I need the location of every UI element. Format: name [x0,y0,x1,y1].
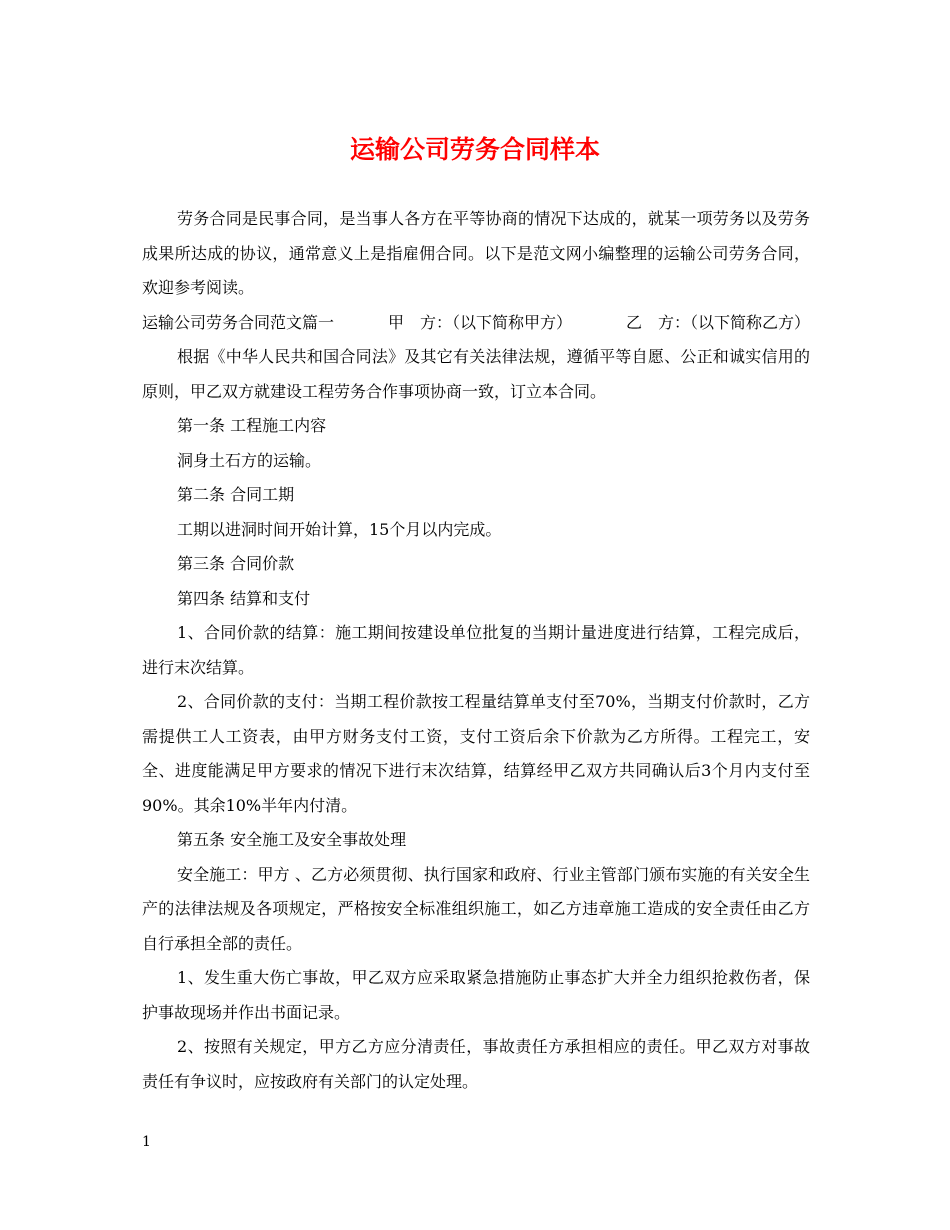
article-3-heading: 第三条 合同价款 [177,554,295,573]
article-1-content: 洞身土石方的运输。 [177,450,322,470]
contract-parties-line [142,306,810,341]
preamble-paragraph: 根据《中华人民共和国合同法》及其它有关法律法规，遵循平等自愿、公正和诚实信用的原则，甲乙双方就建设工程劳务合作事项协商一致，订立本合同。 [142,347,810,401]
party-b-label: 乙 方：（以下简称乙方） [625,312,810,332]
article-1-heading: 第一条 工程施工内容 [177,416,327,435]
party-a-label: 甲 方：（以下简称甲方） [387,312,572,332]
intro-paragraph: 劳务合同是民事合同，是当事人各方在平等协商的情况下达成的，就某一项劳务以及劳务成果所达成的协议，通常意义上是指雇佣合同。以下是范文网小编整理的运输公司劳务合同，欢迎参考阅读。 [142,209,810,297]
article-5-clause-1: 1、发生重大伤亡事故，甲乙双方应采取紧急措施防止事态扩大并全力组织抢救伤者，保护事故现场并作出书面记录。 [142,968,810,1022]
article-4-heading: 第四条 结算和支付 [177,588,311,608]
article-2-heading: 第二条 合同工期 [177,485,295,504]
article-4-clause-2: 2、合同价款的支付：当期工程价款按工程量结算单支付至70%，当期支付价款时，乙方需提供工人工资表，由甲方财务支付工资，支付工资后余下价款为乙方所得。工程完工，安全、进度能满足甲方要求的情况下进行末次结算，结算经甲乙双方共同确认后3个月内支付至90%。其余10%半年内付清。 [142,692,810,815]
article-4-clause-1: 1、合同价款的结算：施工期间按建设单位批复的当期计量进度进行结算，工程完成后，进行末次结算。 [142,623,810,677]
section-name: 运输公司劳务合同范文篇一 [142,312,335,332]
document-title: 运输公司劳务合同样本 [349,135,600,164]
article-5-clause-2: 2、按照有关规定，甲方乙方应分清责任，事故责任方承担相应的责任。甲乙双方对事故责任有争议时，应按政府有关部门的认定处理。 [142,1037,810,1091]
document-body [142,202,810,1099]
article-5-heading: 第五条 安全施工及安全事故处理 [177,830,407,849]
page-number: 1 [142,1134,151,1150]
article-5-safety-paragraph: 安全施工：甲方 、乙方必须贯彻、执行国家和政府、行业主管部门颁布实施的有关安全生产的法律法规及各项规定，严格按安全标准组织施工，如乙方违章施工造成的安全责任由乙方自行承担全部的责任。 [142,864,810,953]
article-2-content: 工期以进洞时间开始计算，15个月以内完成。 [177,519,502,539]
